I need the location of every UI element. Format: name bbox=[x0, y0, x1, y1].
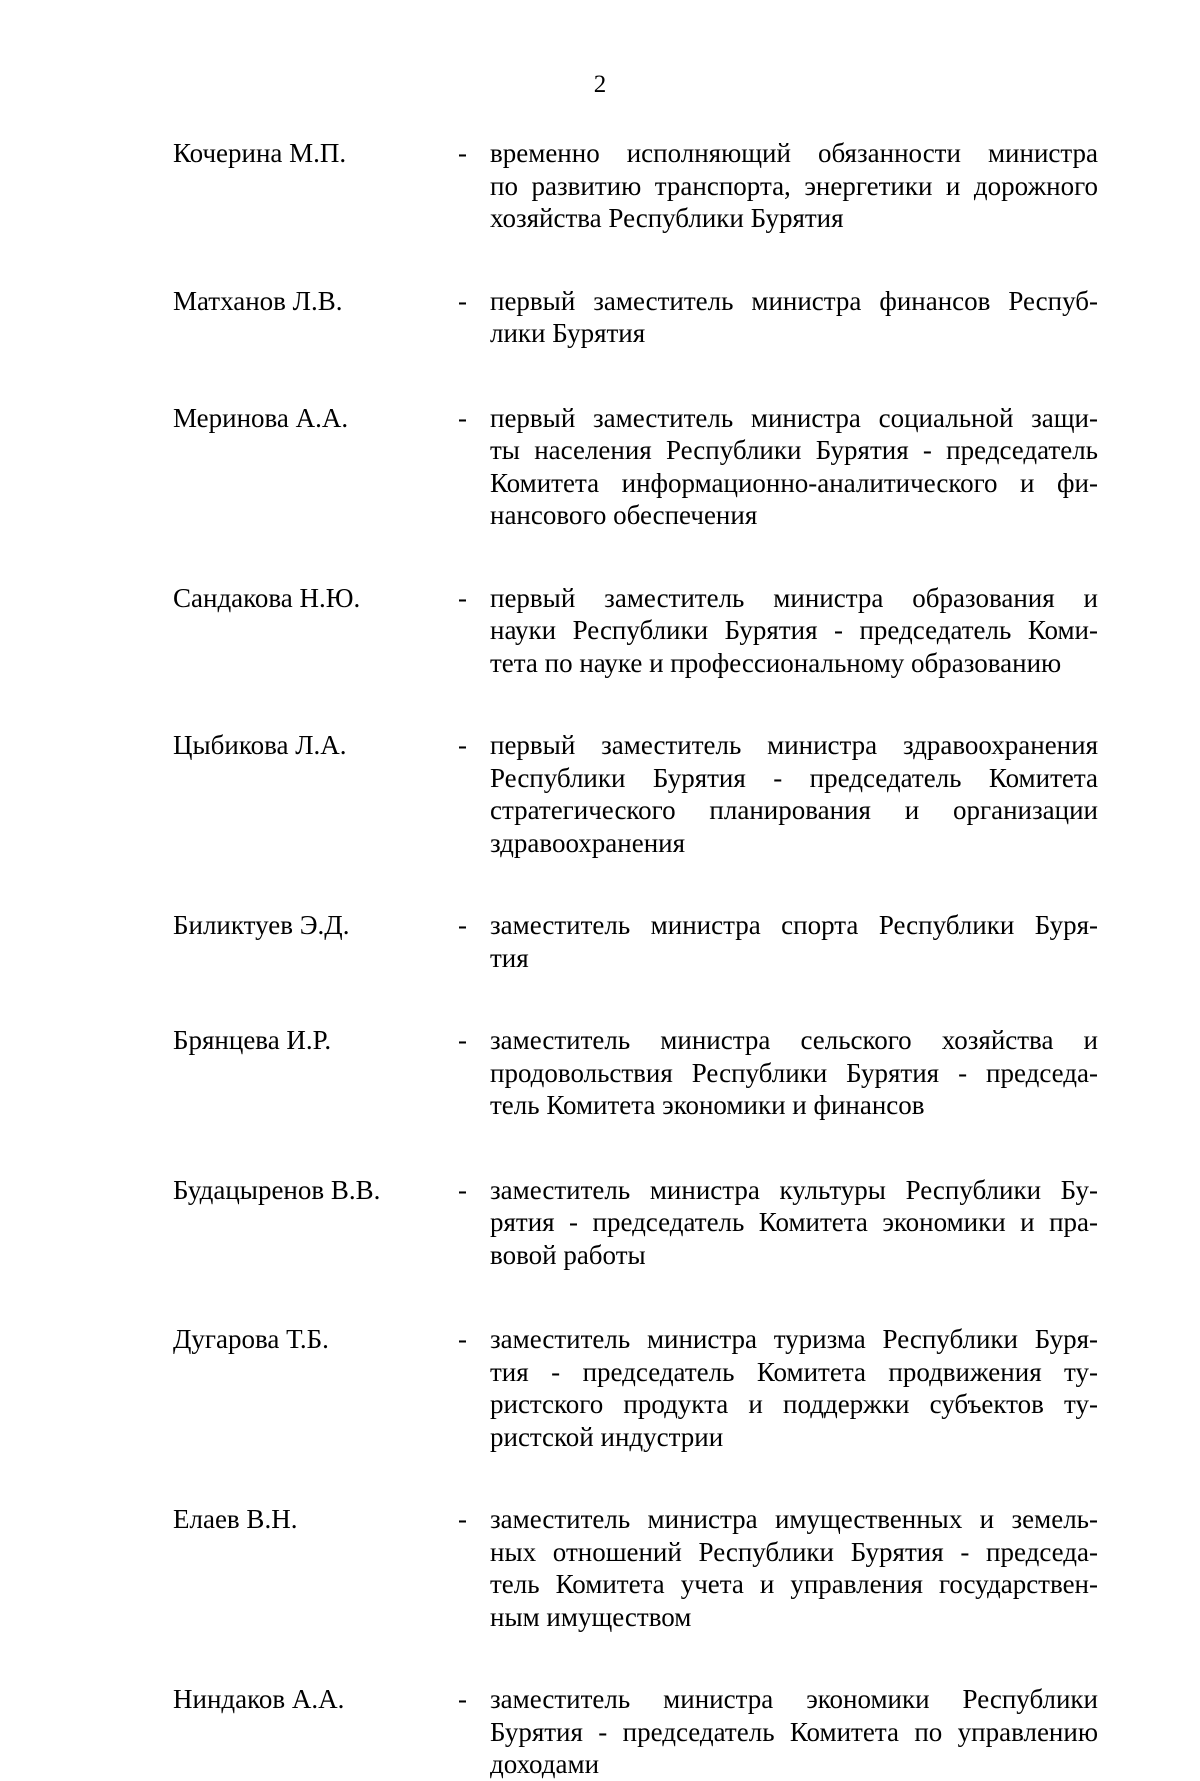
description-line: ристского продукта и поддержки субъектов ту- bbox=[490, 1389, 1098, 1419]
description-line: заместитель министра имущественных и земель- bbox=[490, 1504, 1098, 1534]
position-description bbox=[490, 1174, 1098, 1272]
person-name: Брянцева И.Р. bbox=[173, 1025, 332, 1055]
list-item bbox=[0, 1323, 1200, 1453]
list-item bbox=[0, 402, 1200, 532]
description-line: заместитель министра сельского хозяйства и bbox=[490, 1025, 1098, 1055]
description-line: заместитель министра туризма Республики Буря- bbox=[490, 1324, 1098, 1354]
position-description bbox=[490, 1323, 1098, 1453]
description-line: тель Комитета учета и управления государствен- bbox=[490, 1569, 1098, 1599]
description-line: временно исполняющий обязанности министра bbox=[490, 138, 1098, 168]
position-description bbox=[490, 1024, 1098, 1122]
description-line: ристской индустрии bbox=[490, 1421, 724, 1452]
description-line: ным имуществом bbox=[490, 1601, 692, 1632]
person-name: Елаев В.Н. bbox=[173, 1504, 298, 1534]
position-description bbox=[490, 729, 1098, 859]
description-line: ты населения Республики Бурятия - председатель bbox=[490, 435, 1098, 465]
description-line: тия bbox=[490, 942, 529, 973]
description-line: науки Республики Бурятия - председатель Коми- bbox=[490, 615, 1098, 645]
position-description bbox=[490, 402, 1098, 532]
position-description bbox=[490, 137, 1098, 235]
position-description bbox=[490, 1503, 1098, 1633]
list-item bbox=[0, 285, 1200, 350]
description-line: вовой работы bbox=[490, 1239, 646, 1270]
list-item bbox=[0, 1174, 1200, 1272]
list-item bbox=[0, 582, 1200, 680]
description-line: заместитель министра культуры Республики Бу- bbox=[490, 1174, 1098, 1205]
description-line: заместитель министра спорта Республики Буря- bbox=[490, 910, 1098, 940]
position-description bbox=[490, 909, 1098, 974]
list-item bbox=[0, 909, 1200, 974]
separator-dash: - bbox=[458, 1174, 467, 1205]
list-item bbox=[0, 137, 1200, 235]
list-item bbox=[0, 729, 1200, 859]
description-line: первый заместитель министра финансов Респуб- bbox=[490, 285, 1098, 316]
separator-dash: - bbox=[458, 1684, 467, 1714]
description-line: ных отношений Республики Бурятия - председа- bbox=[490, 1536, 1098, 1567]
description-line: по развитию транспорта, энергетики и дорожного bbox=[490, 170, 1098, 201]
position-description bbox=[490, 285, 1098, 350]
description-line: нансового обеспечения bbox=[490, 500, 758, 530]
person-name: Цыбикова Л.А. bbox=[173, 730, 347, 760]
position-description bbox=[490, 582, 1098, 680]
description-line: лики Бурятия bbox=[490, 318, 646, 348]
separator-dash: - bbox=[458, 402, 467, 433]
description-line: тель Комитета экономики и финансов bbox=[490, 1090, 925, 1120]
description-line: первый заместитель министра образования и bbox=[490, 582, 1098, 613]
person-name: Биликтуев Э.Д. bbox=[173, 910, 350, 940]
description-line: тета по науке и профессиональному образованию bbox=[490, 647, 1062, 678]
description-line: стратегического планирования и организации bbox=[490, 795, 1098, 825]
list-item bbox=[0, 1024, 1200, 1122]
separator-dash: - bbox=[458, 730, 467, 760]
separator-dash: - bbox=[458, 1324, 467, 1354]
description-line: здравоохранения bbox=[490, 827, 686, 858]
person-name: Сандакова Н.Ю. bbox=[173, 582, 361, 613]
description-line: доходами bbox=[490, 1749, 600, 1779]
person-name: Будацыренов В.В. bbox=[173, 1174, 381, 1205]
person-name: Меринова А.А. bbox=[173, 402, 349, 433]
list-item bbox=[0, 1503, 1200, 1633]
person-name: Матханов Л.В. bbox=[173, 285, 343, 316]
person-name: Кочерина М.П. bbox=[173, 138, 347, 168]
separator-dash: - bbox=[458, 1504, 467, 1534]
description-line: хозяйства Республики Бурятия bbox=[490, 203, 844, 233]
separator-dash: - bbox=[458, 138, 467, 168]
page-number: 2 bbox=[593, 71, 607, 98]
description-line: Бурятия - председатель Комитета по управлению bbox=[490, 1716, 1098, 1747]
description-line: продовольствия Республики Бурятия - председа- bbox=[490, 1057, 1098, 1088]
person-name: Дугарова Т.Б. bbox=[173, 1324, 329, 1354]
separator-dash: - bbox=[458, 582, 467, 613]
separator-dash: - bbox=[458, 1025, 467, 1055]
separator-dash: - bbox=[458, 910, 467, 940]
separator-dash: - bbox=[458, 285, 467, 316]
person-name: Ниндаков А.А. bbox=[173, 1684, 345, 1714]
description-line: тия - председатель Комитета продвижения ту- bbox=[490, 1356, 1098, 1387]
description-line: Республики Бурятия - председатель Комитета bbox=[490, 762, 1098, 793]
entries-list bbox=[0, 137, 1200, 1781]
description-line: рятия - председатель Комитета экономики и пра- bbox=[490, 1207, 1098, 1237]
description-line: Комитета информационно-аналитического и фи- bbox=[490, 467, 1098, 498]
description-line: первый заместитель министра здравоохранения bbox=[490, 730, 1098, 760]
description-line: заместитель министра экономики Республики bbox=[490, 1684, 1098, 1714]
description-line: первый заместитель министра социальной защи- bbox=[490, 402, 1098, 433]
